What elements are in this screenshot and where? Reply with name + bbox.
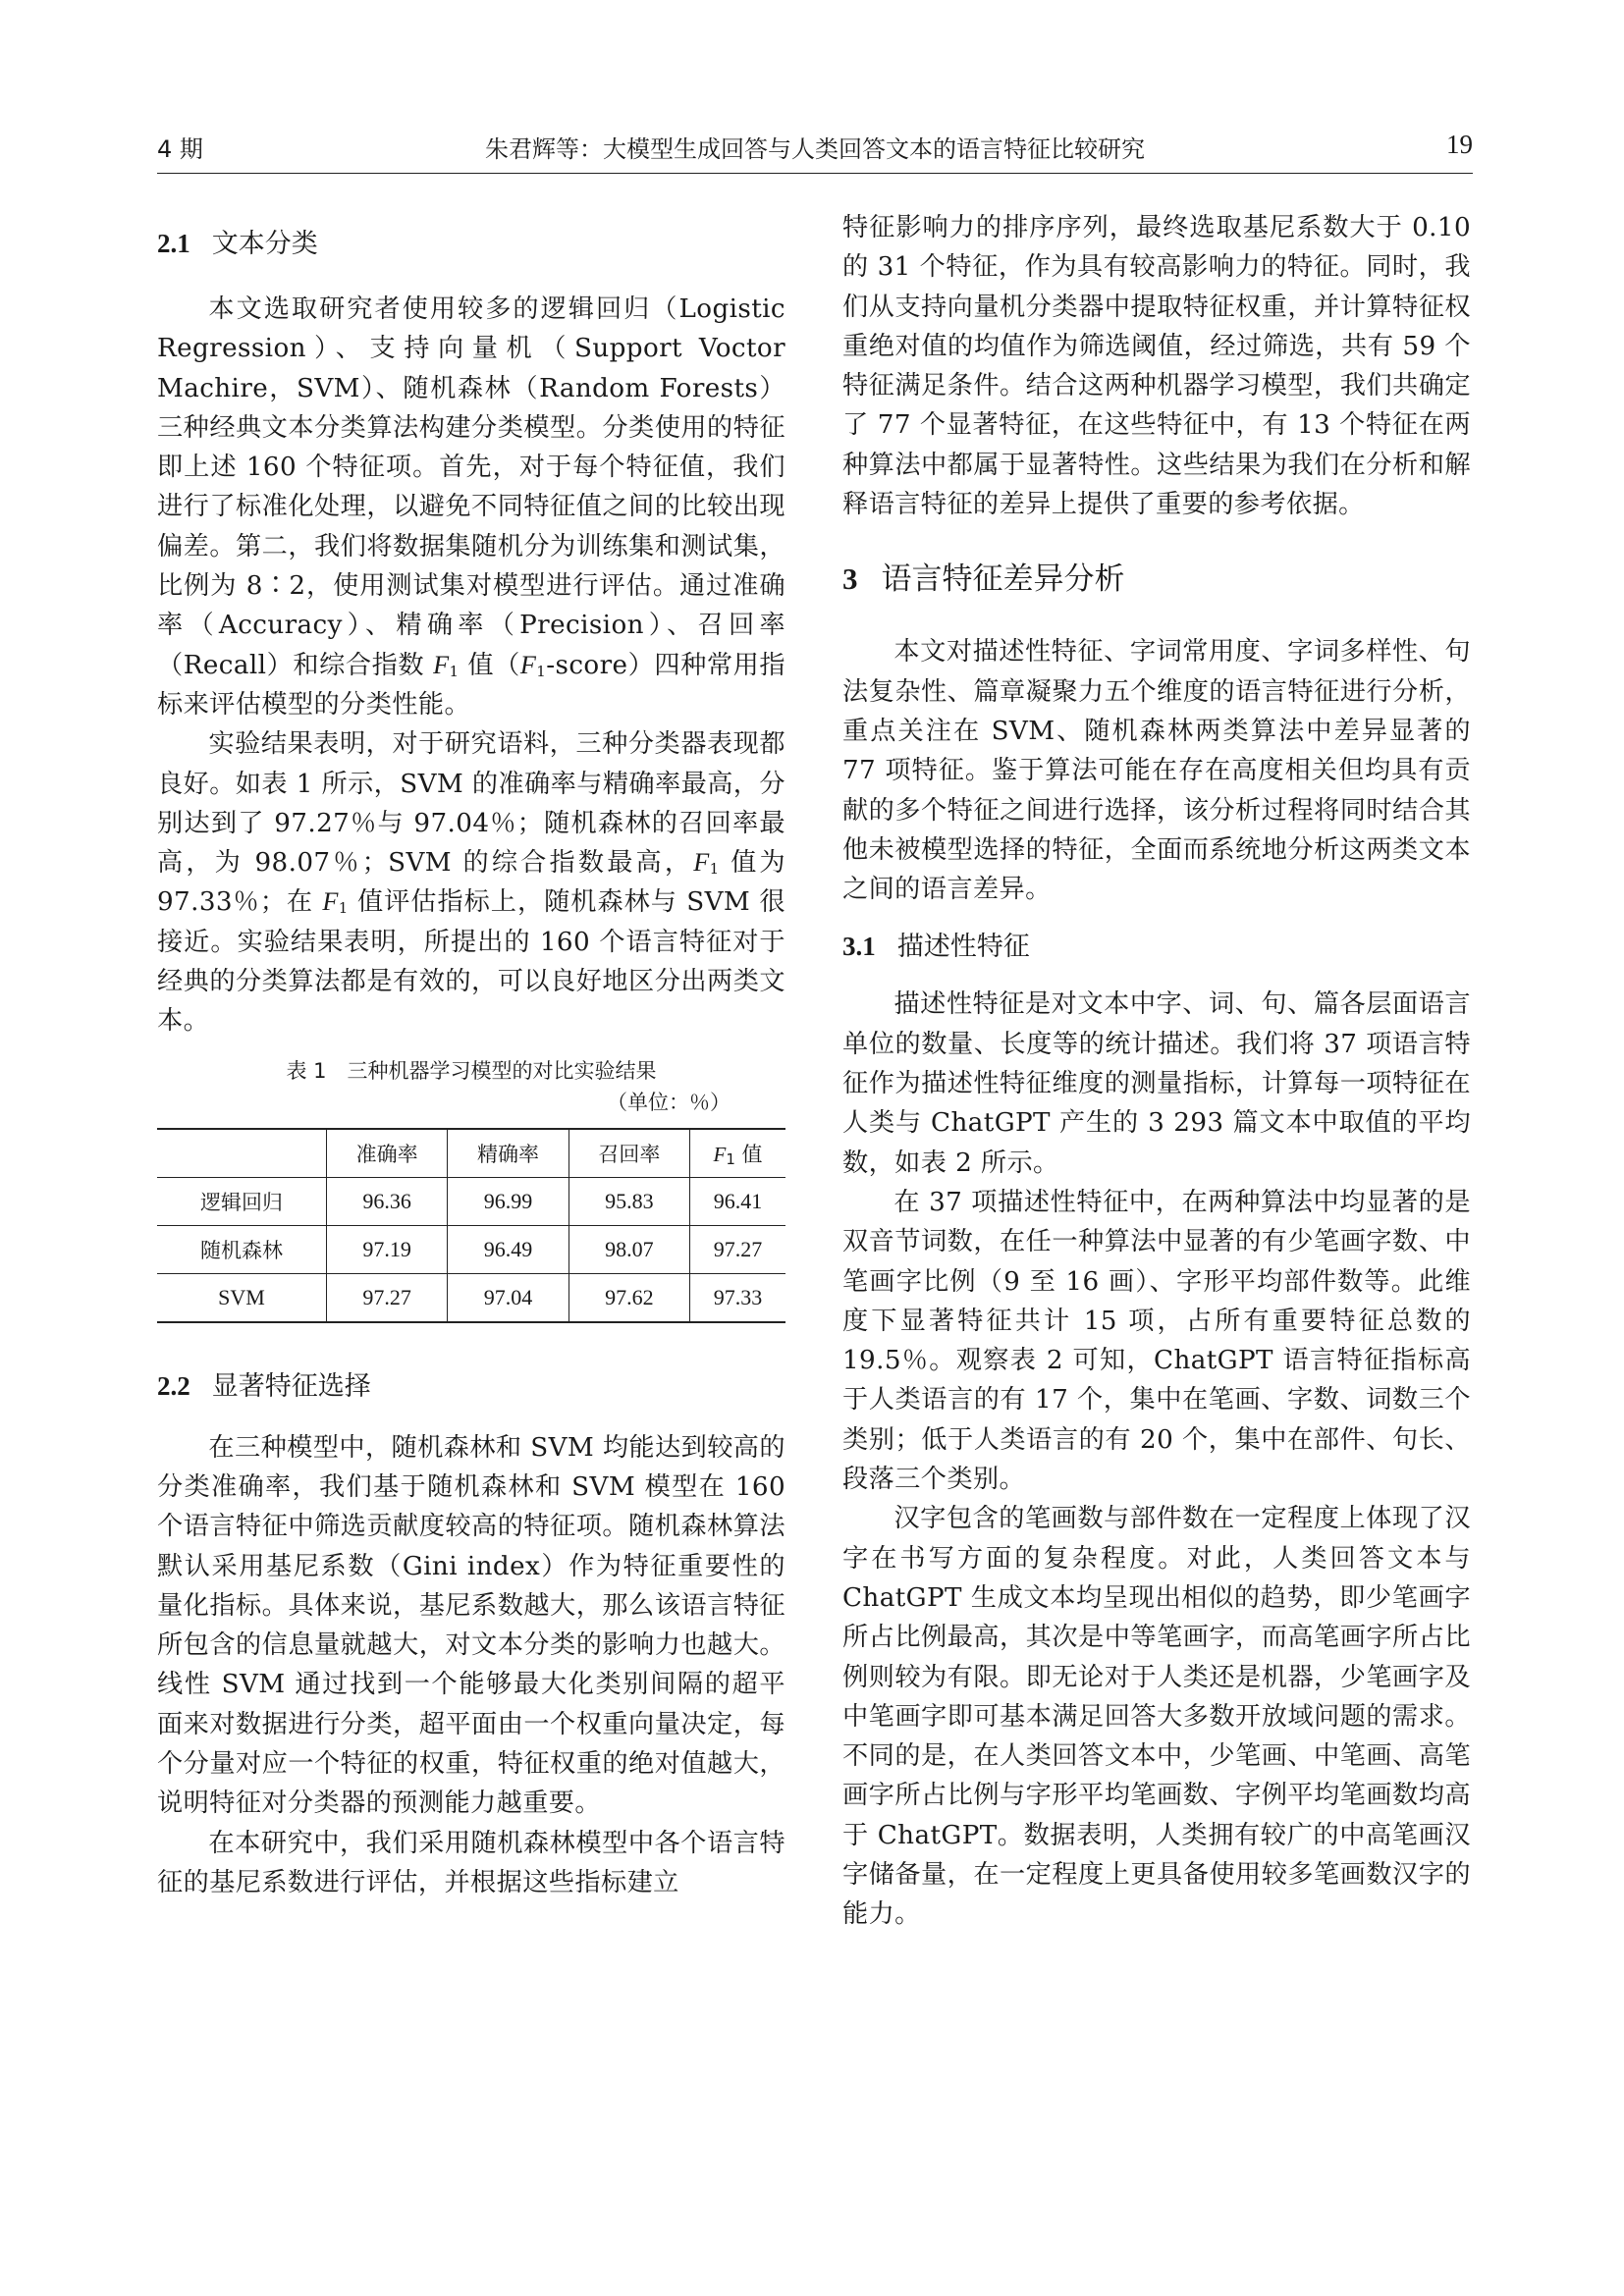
paragraph: 本文对描述性特征、字词常用度、字词多样性、句法复杂性、篇章凝聚力五个维度的语言特征进行分析，重点关注在 SVM、随机森林两类算法中差异显著的 77 项特征。鉴于算法可能在存在高度相关但均具有贡献的多个特征之间进行选择，该分析过程将同时结合其他未被模型选择的特征，全面而系统地分析这两类文本之间的语言差异。 [842,637,1471,905]
math-subscript: 1 [709,860,720,879]
math-symbol: F [693,848,710,878]
column-header: 准确率 [327,1129,448,1178]
header-rule [157,173,1473,174]
row-header: SVM [157,1273,327,1322]
row-header: 逻辑回归 [157,1177,327,1225]
section-3-1-heading [842,927,1471,967]
math-symbol: F [433,650,450,679]
text-run: 值 [734,1142,763,1166]
results-table [157,1128,785,1323]
table-cell: 97.27 [327,1273,448,1322]
section-number: 3.1 [842,932,876,962]
paragraph [157,724,785,1041]
table-cell: 97.19 [327,1225,448,1273]
text-run: 值为 97.33％；在 [157,848,786,918]
section-title: 描述性特征 [896,932,1030,963]
text-run: -score）四种常用指标来评估模型的分类性能。 [157,650,785,720]
left-column [157,208,785,1902]
section-number: 3 [842,561,858,597]
table-header-row [157,1129,785,1178]
math-symbol: F [713,1142,727,1166]
section-number: 2.2 [157,1370,190,1401]
text-run: 值（ [459,650,520,680]
table-unit: （单位：％） [607,1090,731,1114]
page-number: 19 [1446,130,1473,159]
paragraph: 特征影响力的排序序列，最终选取基尼系数大于 0.10 的 31 个特征，作为具有较高影响力的特征。同时，我们从支持向量机分类器中提取特征权重，并计算特征权重绝对值的均值作为筛选阈值，经过筛选，共有 59 个特征满足条件。结合这两种机器学习模型，我们共确定了 77 个显著特征，在这些特征中，有 13 个特征在两种算法中都属于显著特性。这些结果为我们在分析和解释语言特征的差异上提供了重要的参考依据。 [842,213,1471,520]
text-run: 本文选取研究者使用较多的逻辑回归（Logistic Regression）、支持向量机（Support Voctor Machire，SVM）、随机森林（Random Forests）三种经典文本分类算法构建分类模型。分类使用的特征即上述 160 个特征项。首先，对于每个特征值，我们进行了标准化处理，以避免不同特征值之间的比较出现偏差。第二，我们将数据集随机分为训练集和测试集，比例为 8∶2，使用测试集对模型进行评估。通过准确率（Accuracy）、精确率（Precision）、召回率（Recall）和综合指数 [157,294,785,680]
math-subscript: 1 [449,662,460,680]
running-title: 朱君辉等：大模型生成回答与人类回答文本的语言特征比较研究 [485,135,1145,163]
row-header: 随机森林 [157,1225,327,1273]
section-2-1-heading [157,224,785,264]
table-cell: 97.33 [690,1273,785,1322]
issue-label: 4 期 [157,135,203,163]
section-2-2-heading [157,1366,785,1407]
math-subscript: 1 [338,899,349,918]
table-cell: 97.62 [568,1273,689,1322]
paragraph [157,290,785,724]
math-subscript: 1 [536,662,547,680]
table-cell: 97.04 [448,1273,568,1322]
column-header: 精确率 [448,1129,568,1178]
paragraph: 在本研究中，我们采用随机森林模型中各个语言特征的基尼系数进行评估，并根据这些指标建立 [157,1828,785,1897]
section-title: 语言特征差异分析 [881,561,1125,598]
table-caption: 表 1 三种机器学习模型的对比实验结果 [286,1058,657,1083]
table-cell: 96.41 [690,1177,785,1225]
table-cell: 96.49 [448,1225,568,1273]
table-cell: 95.83 [568,1177,689,1225]
section-title: 文本分类 [211,229,318,259]
running-header [157,130,1473,175]
math-symbol: F [322,887,339,917]
paragraph: 描述性特征是对文本中字、词、句、篇各层面语言单位的数量、长度等的统计描述。我们将 37 项语言特征作为描述性特征维度的测量指标，计算每一项特征在人类与 ChatGPT 产生的 3 293 篇文本中取值的平均数，如表 2 所示。 [842,989,1471,1178]
table-cell: 97.27 [690,1225,785,1273]
paragraph: 在 37 项描述性特征中，在两种算法中均显著的是双音节词数，在任一种算法中显著的有少笔画字数、中笔画字比例（9 至 16 画）、字形平均部件数等。此维度下显著特征共计 15 项，占所有重要特征总数的 19.5％。观察表 2 可知，ChatGPT 语言特征指标高于人类语言的有 17 个，集中在笔画、字数、词数三个类别；低于人类语言的有 20 个，集中在部件、句长、段落三个类别。 [842,1187,1471,1495]
right-column [842,208,1471,1935]
text-run: 实验结果表明，对于研究语料，三种分类器表现都良好。如表 1 所示，SVM 的准确率与精确率最高，分别达到了 97.27％与 97.04％；随机森林的召回率最高，为 98.07％；SVM 的综合指数最高， [157,729,785,879]
table-corner-cell [157,1129,327,1178]
math-symbol: F [519,650,537,679]
table-row [157,1273,785,1322]
table-cell: 96.36 [327,1177,448,1225]
section-3-heading [842,558,1471,601]
section-number: 2.1 [157,229,190,258]
column-header: 召回率 [568,1129,689,1178]
text-run: 值评估指标上，随机森林与 SVM 很接近。实验结果表明，所提出的 160 个语言特征对于经典的分类算法都是有效的，可以良好地区分出两类文本。 [157,887,785,1037]
column-header [690,1129,785,1178]
table-row [157,1225,785,1273]
table-cell: 98.07 [568,1225,689,1273]
paragraph: 在三种模型中，随机森林和 SVM 均能达到较高的分类准确率，我们基于随机森林和 SVM 模型在 160 个语言特征中筛选贡献度较高的特征项。随机森林算法默认采用基尼系数（Gini index）作为特征重要性的量化指标。具体来说，基尼系数越大，那么该语言特征所包含的信息量就越大，对文本分类的影响力也越大。线性 SVM 通过找到一个能够最大化类别间隔的超平面来对数据进行分类，超平面由一个权重向量决定，每个分量对应一个特征的权重，特征权重的绝对值越大，说明特征对分类器的预测能力越重要。 [157,1432,785,1819]
math-subscript: 1 [726,1149,735,1168]
section-title: 显著特征选择 [211,1370,371,1402]
paragraph: 汉字包含的笔画数与部件数在一定程度上体现了汉字在书写方面的复杂程度。对此，人类回答文本与 ChatGPT 生成文本均呈现出相似的趋势，即少笔画字所占比例最高，其次是中等笔画字，而高笔画字所占比例则较为有限。即无论对于人类还是机器，少笔画字及中笔画字即可基本满足回答大多数开放域问题的需求。不同的是，在人类回答文本中，少笔画、中笔画、高笔画字所占比例与字形平均笔画数、字例平均笔画数均高于 ChatGPT。数据表明，人类拥有较广的中高笔画汉字储备量，在一定程度上更具备使用较多笔画数汉字的能力。 [842,1504,1471,1930]
table-cell: 96.99 [448,1177,568,1225]
table-row [157,1177,785,1225]
